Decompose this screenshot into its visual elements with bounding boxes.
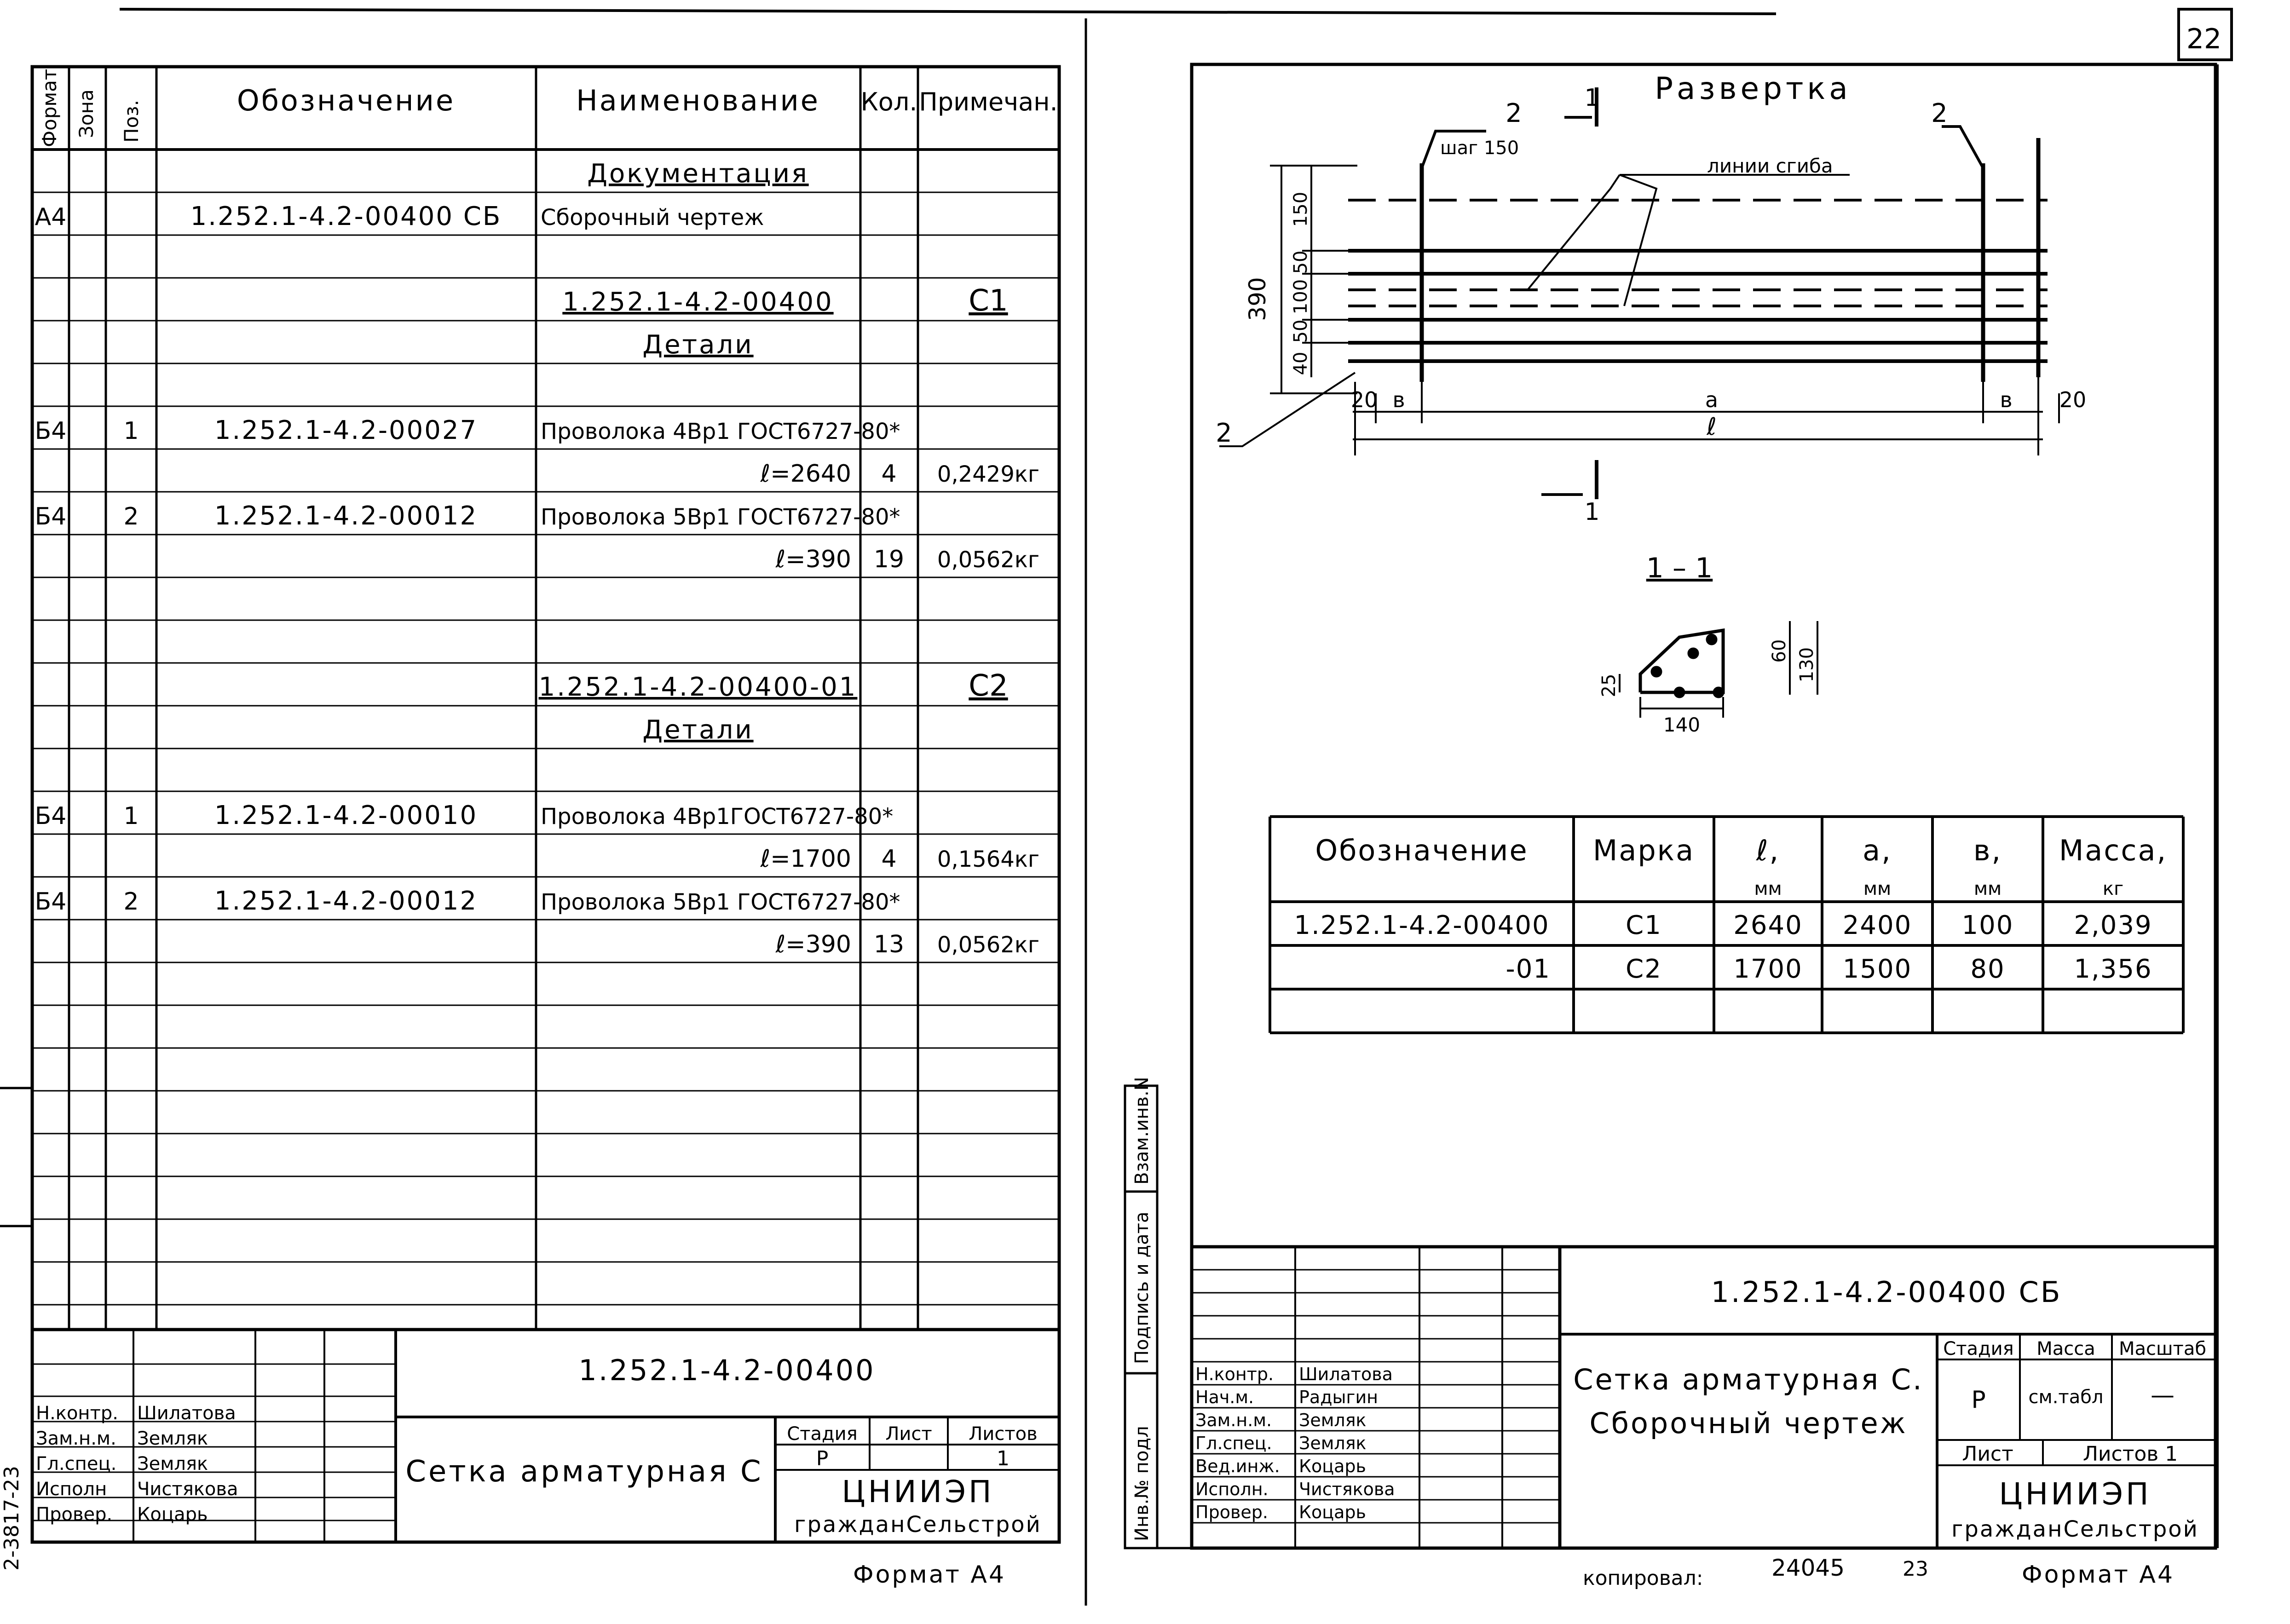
section-dim-w: 140 — [1663, 714, 1701, 736]
dim-horizontal: в — [2000, 387, 2013, 412]
spec-row-designation: 1.252.1-4.2-00010 — [214, 800, 478, 830]
header-name: Наименование — [576, 84, 820, 117]
dim-vertical: 50 — [1290, 250, 1311, 274]
spec-row-name: Проволока 4Вр1ГОСТ6727-80* — [541, 804, 894, 829]
spec-row-name: Сборочный чертеж — [541, 205, 764, 230]
spec-row-note: С2 — [969, 669, 1008, 703]
spec-row-pos: 2 — [123, 503, 139, 530]
razvertka-section-top: 1 — [1584, 84, 1600, 112]
spec-row-name: Проволока 5Вр1 ГОСТ6727-80* — [541, 889, 900, 915]
spec-row-qty: 13 — [873, 931, 905, 958]
spec-row-note: 0,0562кг — [937, 547, 1040, 573]
right-title-code: 1.252.1-4.2-00400 СБ — [1711, 1275, 2062, 1309]
spec-row-note: С1 — [969, 284, 1008, 318]
mark-table-cell: 1700 — [1733, 954, 1803, 984]
mark-table-text — [1294, 834, 2167, 984]
left-person-role: Исполн — [36, 1479, 107, 1500]
side-label-sign: Подпись и дата — [1131, 1211, 1153, 1364]
mark-table-cell: 1,356 — [2074, 954, 2152, 984]
spec-row-designation: 1.252.1-4.2-00400 СБ — [190, 202, 502, 231]
dim-total: 390 — [1244, 277, 1271, 321]
right-person-name: Земляк — [1299, 1433, 1367, 1453]
right-person-role: Гл.спец. — [1195, 1433, 1272, 1453]
right-scale-header: Масштаб — [2118, 1338, 2207, 1359]
mark-table-header: Обозначение — [1315, 834, 1529, 867]
spec-row-name: Проволока 5Вр1 ГОСТ6727-80* — [541, 504, 900, 530]
left-sheets-header: Листов — [969, 1423, 1038, 1445]
right-format-label: Формат А4 — [2021, 1561, 2175, 1589]
spec-row-pos: 1 — [123, 417, 139, 445]
header-pos: Поз. — [120, 100, 143, 143]
razvertka-labels — [1216, 71, 2086, 526]
spec-row-format: Б4 — [35, 802, 67, 830]
mark-table-header: ℓ, — [1756, 834, 1780, 867]
razvertka-drawing — [1219, 87, 2059, 499]
razvertka-pos-left: 2 — [1506, 98, 1522, 128]
spec-row-format: Б4 — [35, 503, 67, 530]
mark-table-header: в, — [1973, 834, 2002, 867]
mark-table-cell: 80 — [1970, 954, 2005, 984]
left-sheet-header: Лист — [885, 1423, 932, 1445]
right-title-line2: Сборочный чертеж — [1589, 1406, 1908, 1440]
mark-table-cell: 100 — [1961, 910, 2014, 940]
left-person-role: Зам.н.м. — [36, 1428, 116, 1449]
header-qty: Кол. — [860, 87, 917, 116]
mark-table-cell: 1500 — [1842, 954, 1912, 984]
left-person-name: Шилатова — [137, 1403, 236, 1424]
mark-table-cell: -01 — [1506, 954, 1551, 984]
spec-row-pos: 1 — [123, 802, 139, 830]
mark-table-unit: мм — [1973, 878, 2002, 899]
side-label-inv: Инв.№ подл — [1131, 1426, 1153, 1541]
spec-row-format: Б4 — [35, 888, 67, 916]
left-person-role: Провер. — [36, 1504, 113, 1525]
spec-row-name: ℓ=1700 — [760, 845, 851, 873]
page-number: 22 — [2186, 23, 2222, 55]
mark-table-cell: 2400 — [1842, 910, 1912, 940]
razvertka-title: Развертка — [1655, 71, 1852, 106]
right-person-role: Исполн. — [1195, 1479, 1269, 1499]
dim-horizontal: а — [1705, 387, 1719, 412]
right-person-role: Н.контр. — [1195, 1364, 1274, 1384]
spec-row-designation: 1.252.1-4.2-00012 — [214, 886, 478, 916]
spec-row-format: А4 — [35, 203, 67, 231]
left-person-role: Н.контр. — [36, 1403, 118, 1424]
mark-table-cell: 1.252.1-4.2-00400 — [1294, 910, 1550, 940]
spec-row-name: Проволока 4Вр1 ГОСТ6727-80* — [541, 419, 900, 444]
left-stage-header: Стадия — [787, 1423, 858, 1445]
spec-row-qty: 4 — [881, 460, 897, 488]
section-dim-side: 25 — [1598, 674, 1620, 697]
right-stage-header: Стадия — [1943, 1338, 2014, 1359]
razvertka-pos-right: 2 — [1931, 98, 1948, 128]
spec-row-name: Детали — [642, 330, 754, 360]
right-person-name: Шилатова — [1299, 1364, 1393, 1384]
left-sheets-value: 1 — [997, 1447, 1009, 1470]
spec-row-designation: 1.252.1-4.2-00027 — [214, 415, 478, 445]
mark-table-unit: кг — [2102, 878, 2124, 899]
spec-row-pos: 2 — [123, 888, 139, 916]
dim-length: ℓ — [1707, 413, 1717, 441]
left-sheet-text — [0, 69, 1058, 1589]
spec-row-note: 0,0562кг — [937, 932, 1040, 958]
section-dim-h2: 130 — [1796, 647, 1817, 683]
right-stage-value: Р — [1971, 1386, 1986, 1414]
mark-table-cell: С1 — [1626, 910, 1662, 940]
mark-table-unit: мм — [1754, 878, 1782, 899]
right-person-name: Коцарь — [1299, 1456, 1366, 1476]
razvertka-pos-bottom: 2 — [1216, 418, 1232, 448]
razvertka-section-bottom: 1 — [1584, 498, 1600, 526]
dim-vertical: 50 — [1290, 319, 1311, 343]
right-person-role: Нач.м. — [1195, 1387, 1254, 1407]
left-org-name2: гражданСельстрой — [794, 1512, 1042, 1538]
right-org-name: ЦНИИЭП — [1999, 1476, 2152, 1512]
dim-vertical: 40 — [1290, 351, 1311, 375]
right-person-name: Коцарь — [1299, 1502, 1366, 1522]
right-person-role: Вед.инж. — [1195, 1456, 1280, 1476]
left-person-name: Земляк — [137, 1428, 208, 1449]
mark-table-cell: 2640 — [1733, 910, 1803, 940]
dim-horizontal: 20 — [1350, 387, 1378, 412]
header-zone: Зона — [75, 89, 98, 138]
right-scale-value: — — [2151, 1382, 2175, 1409]
spec-row-note: 0,2429кг — [937, 461, 1040, 487]
copied-number: 24045 — [1771, 1555, 1845, 1581]
section-1-1 — [1620, 621, 1817, 718]
left-title-code: 1.252.1-4.2-00400 — [578, 1353, 876, 1387]
right-person-name: Земляк — [1299, 1410, 1367, 1430]
right-person-role: Зам.н.м. — [1195, 1410, 1272, 1430]
razvertka-step: шаг 150 — [1440, 138, 1519, 159]
spec-row-name: Документация — [587, 159, 809, 189]
spec-row-qty: 19 — [873, 546, 905, 573]
header-format: Формат — [38, 69, 61, 147]
right-sheet — [1125, 9, 2232, 1548]
dim-vertical: 150 — [1290, 191, 1311, 227]
right-sheet-header: Лист — [1962, 1442, 2013, 1466]
left-person-name: Земляк — [137, 1453, 208, 1474]
dim-horizontal: 20 — [2059, 387, 2087, 412]
right-mass-header: Масса — [2036, 1338, 2095, 1359]
page-small: 23 — [1903, 1557, 1928, 1581]
side-label-vzam: Взам.инв.N — [1131, 1077, 1153, 1185]
mark-table-header: а, — [1863, 834, 1892, 867]
spec-row-name: ℓ=390 — [775, 931, 851, 958]
mark-table-header: Марка — [1592, 834, 1695, 867]
left-format-label: Формат А4 — [853, 1561, 1006, 1589]
spec-row-designation: 1.252.1-4.2-00012 — [214, 501, 478, 531]
header-designation: Обозначение — [236, 84, 456, 117]
spec-row-name: ℓ=390 — [775, 546, 851, 573]
right-person-name: Чистякова — [1299, 1479, 1395, 1499]
copied-label: копировал: — [1583, 1566, 1703, 1590]
razvertka-fold-lines: линии сгиба — [1707, 155, 1833, 177]
spec-row-note: 0,1564кг — [937, 847, 1040, 872]
right-mass-value: см.табл — [2028, 1387, 2104, 1408]
spec-row-name: Детали — [642, 715, 754, 745]
left-person-role: Гл.спец. — [36, 1453, 117, 1474]
left-person-name: Чистякова — [137, 1479, 238, 1500]
spec-row-name: 1.252.1-4.2-00400-01 — [538, 672, 858, 702]
right-title-line1: Сетка арматурная С. — [1573, 1363, 1924, 1396]
spec-row-name: 1.252.1-4.2-00400 — [562, 287, 834, 317]
spec-row-format: Б4 — [35, 417, 67, 445]
right-org-name2: гражданСельстрой — [1951, 1516, 2199, 1542]
dim-vertical: 100 — [1290, 279, 1311, 315]
mark-table-unit: мм — [1863, 878, 1892, 899]
left-title-name: Сетка арматурная С — [405, 1455, 763, 1489]
mark-table-cell: 2,039 — [2074, 910, 2152, 940]
spec-row-qty: 4 — [881, 845, 897, 873]
right-person-name: Радыгин — [1299, 1387, 1378, 1407]
right-person-role: Провер. — [1195, 1502, 1268, 1522]
mark-table-header: Масса, — [2059, 834, 2168, 867]
section-dim-h1: 60 — [1769, 639, 1790, 663]
left-person-name: Коцарь — [137, 1504, 208, 1525]
header-note: Примечан. — [919, 87, 1058, 116]
left-side-stamp: 2-3817-23 — [0, 1466, 23, 1571]
spec-row-name: ℓ=2640 — [760, 460, 851, 488]
section-title: 1 – 1 — [1646, 552, 1713, 584]
dim-horizontal: в — [1392, 387, 1405, 412]
left-stage-value: Р — [816, 1447, 829, 1470]
left-org-name: ЦНИИЭП — [842, 1474, 994, 1509]
mark-table-cell: С2 — [1626, 954, 1662, 984]
right-sheets-header: Листов 1 — [2082, 1442, 2178, 1466]
